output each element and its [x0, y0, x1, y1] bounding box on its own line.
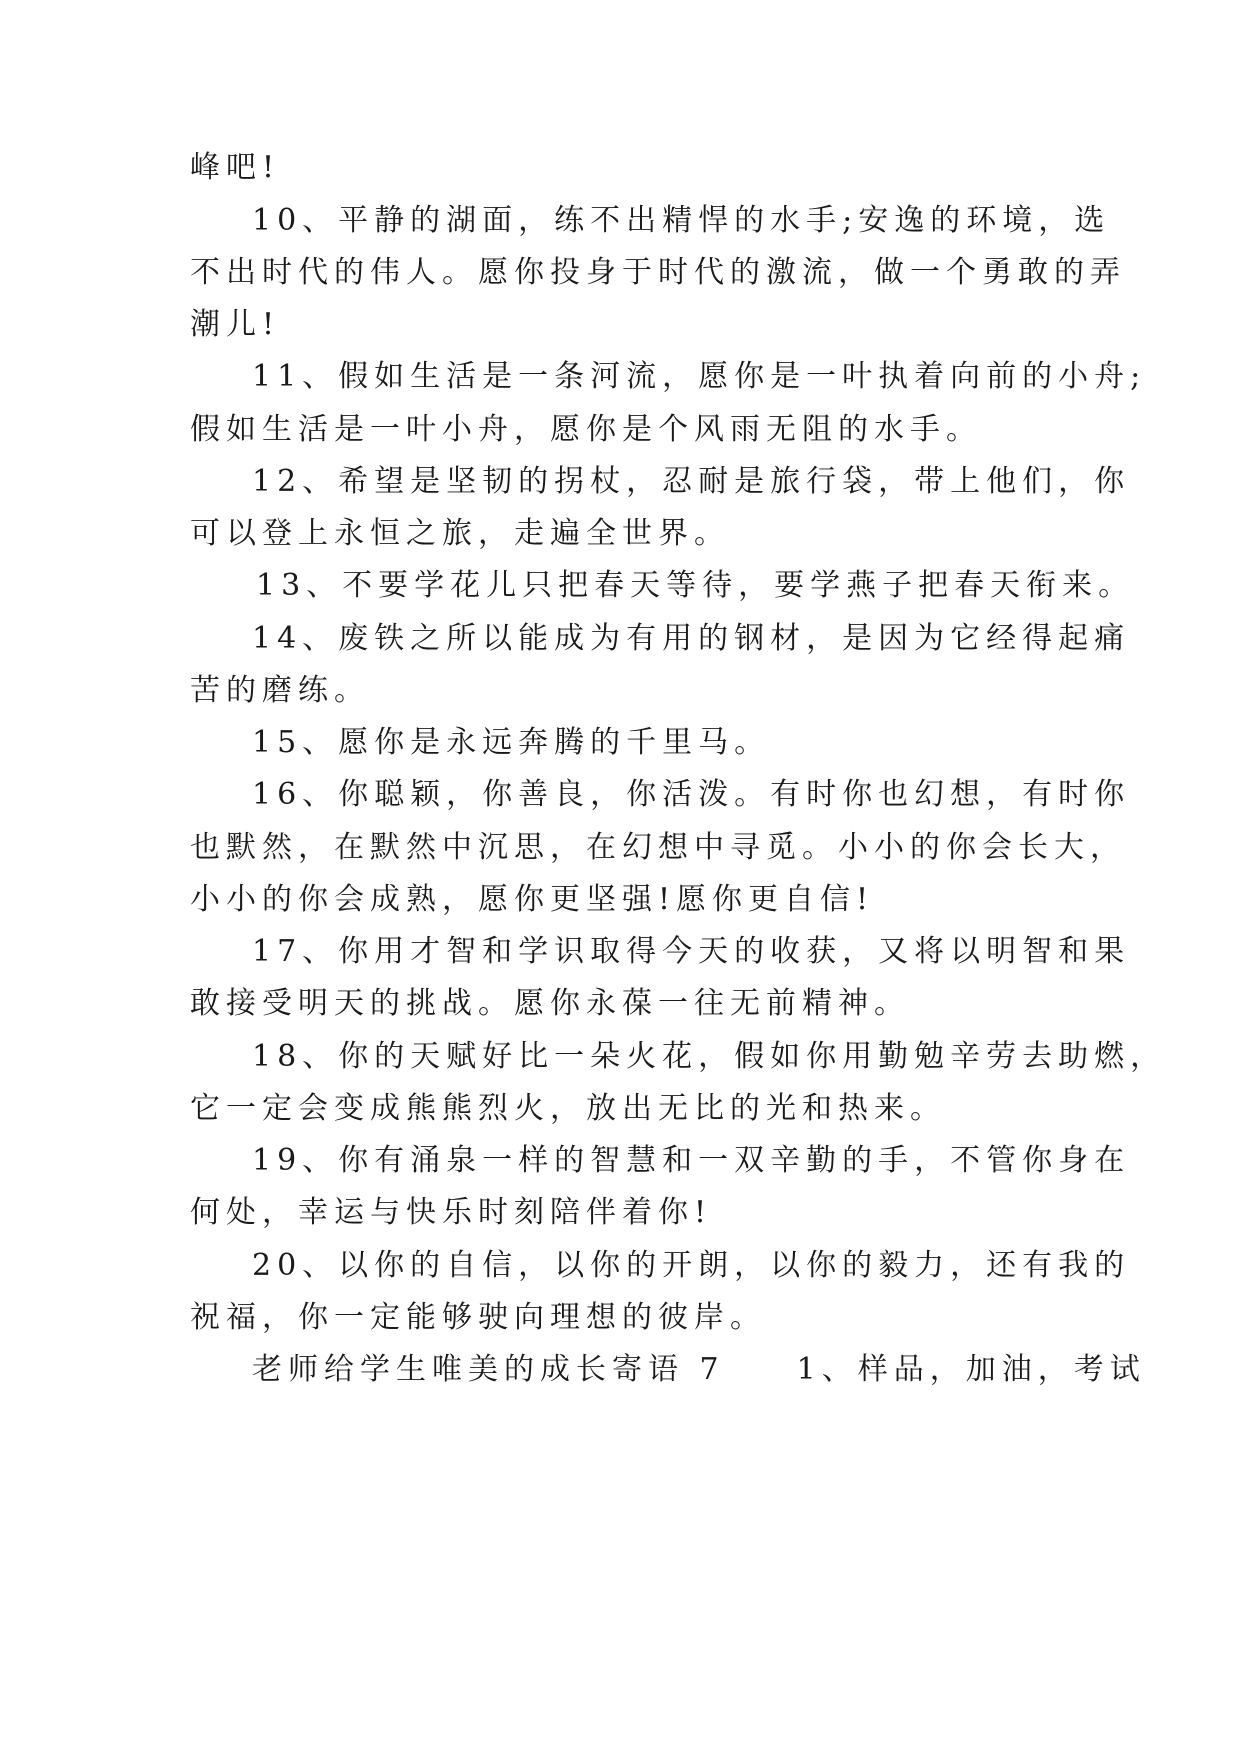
paragraph-10-line-3: 潮儿! [190, 307, 281, 342]
paragraph-15-line-1: 15、愿你是永远奔腾的千里马。 [252, 725, 771, 760]
section-heading-line: 老师给学生唯美的成长寄语 7 1、样品，加油，考试 [252, 1352, 1146, 1387]
paragraph-14-line-1: 14、废铁之所以能成为有用的钢材，是因为它经得起痛 [252, 621, 1131, 656]
paragraph-16-line-3: 小小的你会成熟，愿你更坚强!愿你更自信! [190, 882, 875, 917]
paragraph-12-line-2: 可以登上永恒之旅，走遍全世界。 [190, 516, 730, 551]
text-line: 峰吧! [190, 150, 281, 185]
paragraph-10-line-1: 10、平静的湖面，练不出精悍的水手;安逸的环境，选 [252, 203, 1111, 238]
paragraph-19-line-2: 何处，幸运与快乐时刻陪伴着你! [190, 1195, 713, 1230]
paragraph-19-line-1: 19、你有涌泉一样的智慧和一双辛勤的手，不管你身在 [252, 1143, 1131, 1178]
paragraph-11-line-1: 11、假如生活是一条河流，愿你是一叶执着向前的小舟; [252, 359, 1147, 394]
paragraph-17-line-2: 敢接受明天的挑战。愿你永葆一往无前精神。 [190, 986, 910, 1021]
paragraph-12-line-1: 12、希望是坚韧的拐杖，忍耐是旅行袋，带上他们，你 [252, 464, 1131, 499]
paragraph-13-line-1: 13、不要学花儿只把春天等待，要学燕子把春天衔来。 [256, 568, 1135, 603]
paragraph-16-line-1: 16、你聪颖，你善良，你活泼。有时你也幻想，有时你 [252, 777, 1131, 812]
paragraph-14-line-2: 苦的磨练。 [190, 673, 370, 708]
paragraph-16-line-2: 也默然，在默然中沉思，在幻想中寻觅。小小的你会长大， [190, 830, 1126, 865]
paragraph-18-line-2: 它一定会变成熊熊烈火，放出无比的光和热来。 [190, 1091, 946, 1126]
paragraph-20-line-2: 祝福，你一定能够驶向理想的彼岸。 [190, 1300, 766, 1335]
paragraph-18-line-1: 18、你的天赋好比一朵火花，假如你用勤勉辛劳去助燃， [252, 1039, 1167, 1074]
paragraph-17-line-1: 17、你用才智和学识取得今天的收获，又将以明智和果 [252, 934, 1131, 969]
paragraph-11-line-2: 假如生活是一叶小舟，愿你是个风雨无阻的水手。 [190, 412, 982, 447]
paragraph-20-line-1: 20、以你的自信，以你的开朗，以你的毅力，还有我的 [252, 1248, 1131, 1283]
paragraph-10-line-2: 不出时代的伟人。愿你投身于时代的激流，做一个勇敢的弄 [190, 255, 1126, 290]
